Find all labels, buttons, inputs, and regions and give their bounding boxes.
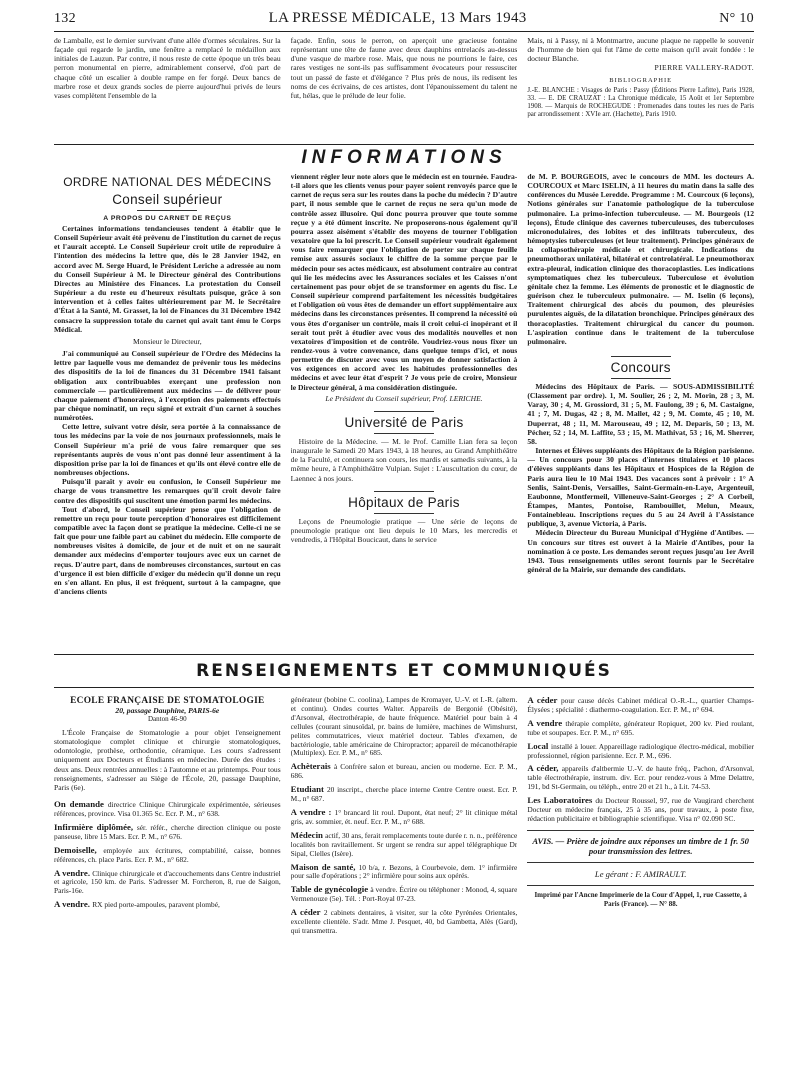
classified-ad [291,696,518,758]
universite-text: Histoire de la Médecine. — M. le Prof. Camille Lian fera sa leçon inaugurale le Samedi 20 Mars 1943, à 18 heures, au Grand Amphithéâtre de la Faculté, et continuera son cours, les mardis et samedis suivants, à la même heure, à l'Amphithéâtre Vulpian. Sujet : L'auscultation du cœur, de Laennec à nos jours. [290,436,518,483]
ad-lead: Achèterais [290,761,335,772]
ad-text: 2 cabinets dentaires, à visiter, sur la côte Pyrénées Orientales, excellente clientèle. S'adr. Mme J. Pesquet, 40, bd Gambetta, Alès (Gard), qui transmettra. [290,908,518,935]
ad-lead: Demoiselle, [54,844,104,855]
ad-text: du Docteur Roussel, 97, rue de Vaugirard cherchent Docteur en médecine français, 25 à 35 ans, pour travaux, à poste fixe, rédaction publicitaire et bibliographie scientifique. Visa n° 02.090 SC. [527,796,754,823]
classified-ad [54,800,281,819]
ordre-heading: ORDRE NATIONAL DES MÉDECINS [63,175,272,189]
universite-heading: Université de Paris [344,414,464,430]
ad-lead: A vendre. [54,867,93,878]
ads-list-2 [291,696,518,936]
ad-text: installé à louer. Appareillage radiologique électro-médical, mobilier professionnel, région parisienne. Ecr. P. M., 696. [527,741,754,760]
ad-text: directrice Clinique Chirurgicale expérimentée, sérieuses références, province. Visa 01.365 Sc. Ecr. P. M., n° 638. [54,800,281,818]
issue-number: N° 10 [719,11,754,26]
ads-column-2 [291,696,518,1061]
ecole-phone: Danton 46-90 [147,715,187,723]
informations-title: INFORMATIONS [54,144,754,170]
avis-notice: AVIS. — Prière de joindre aux réponses un timbre de 1 fr. 50 pour transmission des lettres. [527,830,754,863]
hopitaux-heading: Hôpitaux de Paris [348,494,460,510]
divider [374,411,434,412]
ad-text: générateur (bobine C. coolina), Lampes de Kromayer, U.-V. et I.-R. (altern. et continu). Ondes courtes Walter. Appareils de Bergonié (Obésité), d'Arsonval, électrothérapie, de haute fréquence. Matériel pour bain à 4 cellules (courant sinusoïdal, pr. bains de lumière, machines de Wimshurst, pelites commutatrices, vieux matériel docteur. Tables d'examen, de bactériologie, table américaine de Chiropractor; appareil de mécanothérapie (Multiplex). Ecr. P. M., n° 685. [290,696,518,758]
article-col2: façade. Enfin, sous le perron, on aperçoit une gracieuse fontaine représentant une tête de faune avec deux dauphins entrelacés au-dessus d'une vasque de marbre rose. Mais, que nous ne pourrions le faire, ces rares vestiges ne sont-ils pas suffisamment évocateurs pour ressusciter tout un passé de faste et d'élégance ? Plus près de nous, ils redisent les noms de ces écrivains, de ces artistes, dont l'épanouissement du talent ne fut, hélas, que le prélude de leur folie. [290,36,518,100]
ad-lead: A céder, [527,763,562,774]
ad-text: actif, 30 ans, ferait remplacements toute durée r. n. n., préférence localités bon ravitaillement. Sr urgent se rendra sur appel télégraphique Dr Sipal, Clelles (Isère). [290,830,518,858]
informations-section [54,172,754,646]
letter-paragraph: J'ai communiqué au Conseil supérieur de l'Ordre des Médecins la lettre par laquelle vous me demandez de prévenir tous les médecins des dispositifs de la loi de finances du 31 Décembre 1941 faisant obligation aux contribuables exerçant une profession non commerciale — particulièrement aux médecins — de délivrer pour chaque paiement d'honoraires, à l'exception des paiements effectués par chèque nominatif, un reçu signé et extrait d'un carnet à souches numérotées. [54,349,281,423]
ad-text: 1° brancard lit roul. Dupont, état neuf; 2° lit clinique métal gris, av. sommier, ét. neuf. Ecr. P. M., n° 688. [290,807,518,826]
ecole-heading: ÉCOLE FRANÇAISE DE STOMATOLOGIE [70,696,265,706]
ad-lead: A vendre [527,717,566,728]
ad-lead: A vendre : [290,806,335,817]
divider [137,210,197,211]
classified-ad [54,900,281,910]
ordre-column [54,172,281,646]
ads-list-1 [54,800,281,910]
letter-paragraph: Cette lettre, suivant votre désir, sera portée à la connaissance de tous les médecins par la voie de nos journaux professionnels, mais le Conseil Supérieur m'a prié de vous faire remarquer que ses représentants auprès de vous n'ont pas donné leur assentiment à la disposition prise par la loi de finances et qu'ils ont élevé contre elle de nombreuses objections. [54,422,281,478]
classified-ad [291,831,518,859]
ordre-intro: Certaines informations tendancieuses tendent à établir que le Conseil Supérieur avait été prévenu de l'institution du carnet de reçus et l'aurait accepté. Le Conseil Supérieur croit utile de reproduire à l'intention des médecins la lettre que, dès le 28 Janvier 1942, en accord avec M. Serge Huard, le Président Leriche a adressée au nom du Conseil Supérieur à M. le Directeur général des Contributions Directes au Ministère des Finances. La protestation du Conseil Supérieur a du reste eu d'heureux résultats puisque, grâce à son intervention et à celles faites ultérieurement par M. le Secrétaire d'État à la Santé, M. Grasset, la loi de Finances du 31 Décembre 1942 consacre la suppression totale du carnet qui avait tant ému le Corps Médical. [54,224,281,334]
ad-text: appareils d'altbermie U.-V. de haute fréq., Pachon, d'Arsonval, table électrothérapie, instrum. div. Ecr. pour rendez-vous à Mme Delattre, 191, bd St-Germain, ou téléph., entre 20 et 21 h., à Lit. 74-53. [527,764,754,792]
ad-lead: On demande [54,799,108,810]
ad-lead: Les Laboratoires [527,795,596,806]
renseignements-title: RENSEIGNEMENTS ET COMMUNIQUÉS [54,654,754,688]
ad-lead: Infirmière diplômée, [54,821,137,832]
article-author: PIERRE VALLERY-RADOT. [654,63,754,73]
middle-column [291,172,518,646]
ad-text: Clinique chirurgicale et d'accouchements dans Centre industriel et agricole, 150 km. de Paris. S'adresser M. Forcheron, 8, rue de Saigon, Paris-16e. [54,868,281,896]
ad-lead: A céder [290,907,324,918]
ecole-text: L'École Française de Stomatologie a pour objet l'enseignement stomatologique complet clinique et chirurgie stomatologiques, odontologie, prothèse, orthodontie, céramique. Les cours s'adressent uniquement aux Docteurs et Étudiants en médecine. Durée des études : deux ans. Deux rentrées annuelles : à l'automne et au printemps. Pour tous renseignements, s'adresser au Siège de l'École, 20, passage Dauphine, Paris (6e). [54,728,281,792]
ad-lead: Etudiant [290,784,327,795]
ad-lead: A céder [527,696,561,705]
classified-ad [291,785,518,804]
ad-text: à Confrère salon et bureau, ancien ou moderne. Ecr. P. M., 686. [290,762,518,781]
ad-text: RX pied porte-ampoules, paravent plombé, [92,900,220,910]
classified-ad [54,846,281,865]
ad-lead: Local [527,740,552,751]
bibliography-text: J.-E. BLANCHE : Visages de Paris : Passy (Éditions Pierre Lafitte), Paris 1928, 33. — E. DE CRAUZAT : La Chronique médicale, 15 Août et 1er Septembre 1908. — Marquis de ROCHEGUDE : Promenades dans toutes les rues de Paris par arrondissement : XVIe arr. (Hachette), Paris 1910. [527,86,754,118]
letter-continuation: viennent régler leur note alors que le médecin est en tournée. Faudra-t-il alors que les clients venus pour payer soient renvoyés parce que le carnet de reçus sera sur les routes dans la poche du médecin ? D'autre part, il nous semble que le carnet de reçus ne sera qu'un mode de contrôle assez illusoire. Qui donc pourra prouver que toute somme reçue y a été dûment inscrite. Ne proposerons-nous également qu'il pourra assez aisément s'établir des moyens de tourner l'obligation vexatoire que la loi prescrit. Le Conseil supérieur voudrait également vous faire remarquer que l'obligation de porter sur chaque feuille remise aux assurés sociaux le chiffre de la somme perçue par le médecin pour ses actes médicaux, est absolument contraire au contrat qui lie les médecins avec les Assurances sociales et les Caisses n'ont certainement pas pour objet de se transformer en agents du fisc. Le Conseil supérieur comprend parfaitement les nécessités budgétaires et l'obligation où vous êtes de demander un effort supplémentaire aux médecins dans les circonstances présentes. Il comprend la nécessité où vous êtes d'organiser un contrôle, mais il croit celui-ci inopérant et il serait tout prêt à étudier avec vous des modalités nouvelles et non vexatoires d'imposition et de contrôle. Voudriez-vous nous fixer un rendez-vous à votre convenance, dans quelque temps d'ici, et nous permettre de discuter avec vous un moyen de donner satisfaction à vos exigences en accord avec les habitudes professionnelles des médecins et avec leur état d'esprit ? Je vous prie de croire, Monsieur le Directeur général, à ma considération distinguée. [290,172,518,392]
newspaper-page [54,10,754,1075]
conseil-heading: Conseil supérieur [112,192,223,207]
concours-heading: Concours [610,359,671,375]
ad-text: pour cause décès Cabinet médical O.-R.-L., quartier Champs-Élysées ; spécialité : diathermo-coagulation. Ecr. P. M., n° 694. [527,696,754,714]
ad-lead: Table de gynécologie [290,884,371,895]
divider [611,356,671,357]
ads-list-3 [527,696,754,824]
letter-signature: Le Président du Conseil supérieur, Prof. LERICHE. [325,393,483,403]
classified-ad [527,764,754,792]
letter-paragraph: Tout d'abord, le Conseil supérieur pense que l'obligation de remettre un reçu pour toute perception d'honoraires est difficilement compatible avec la façon dont se pratique la médecine. Celle-ci ne se fait que pour une faible part au cabinet du médecin. Elle comporte de nombreuses visites à domicile, de jour et de nuit et on ne saurait demander aux médecins d'emporter toujours avec eux un carnet de reçus. D'autre part, dans de nombreuses circonstances, surtout en cas d'urgence il est bien difficile d'exiger du médecin qu'il donne un reçu en s'en allant. En plus, il est fréquent, surtout à la campagne, que d'anciens clients [54,504,281,597]
divider [611,378,671,379]
article-col1: de Lamballe, est le dernier survivant d'une allée d'ormes séculaires. Sur la façade qui regarde le jardin, une fenêtre a remplacé le médaillon aux initiales de Lauzun. Par contre, il nous reste de cette époque un très beau perron monumental en pierre, admirablement conservé, d'où part de chaque côté un escalier à double rampe en fer forgé. Deux bancs de marbre rose et deux grands socles de pierre aujourd'hui privés de leurs vases complètent l'ensemble de la [54,36,281,100]
classified-ad [291,885,518,904]
ad-lead: Médecin [290,829,326,840]
classified-ad [527,742,754,761]
classified-ad [527,796,754,824]
concours-medecins: Médecins des Hôpitaux de Paris. — SOUS-ADMISSIBILITÉ (Classement par ordre). 1, M. Soulier, 26 ; 2, M. Morin, 28 ; 3, M. Varay, 30 ; 4, M. Grossiord, 31 ; 5, M. Faulong, 39 ; 6, M. Castaigne, 41 ; 7, M. Dugas, 42 ; 8, M. Mallet, 42 ; 9, M. Comte, 45 ; 10, M. Duperrat, 48 ; 11, M. Marouseau, 49 ; 12, M. Deparis, 50 ; 13, M. Pécher, 52 ; 14, M. Laffite, 53 ; 15, M. Mathivat, 53 ; 16, M. Sherrer, 58. [527,381,754,446]
classified-ad [527,696,754,715]
article-continuation [54,36,754,138]
ad-text: à vendre. Écrire ou téléphoner : Monod, 4, square Vermenouze (5e). Tél. : Port-Royal 07-23. [290,885,518,904]
divider [374,491,434,492]
divider [374,433,434,434]
journal-title: LA PRESSE MÉDICALE, 13 Mars 1943 [268,10,527,26]
ad-text: thérapie complète, générateur Ropiquet, 200 kv. Pied roulant, tube et soupapes. Ecr. P. M., n° 695. [527,718,754,737]
gerant-line: Le gérant : F. AMIRAULT. [594,868,687,879]
concours-antibes: Médecin Directeur du Bureau Municipal d'Hygiène d'Antibes. — Un concours sur titres est ouvert à la Mairie d'Antibes, pour la nomination à ce poste. Les demandes seront reçues jusqu'au 1er Avril 1943. Tous renseignements utiles seront fournis par le Secrétaire général de la Mairie, sur demande des candidats. [527,528,754,575]
salutation: Monsieur le Directeur, [133,336,202,346]
imprint-line: Imprimé par l'Ancne Imprimerie de la Cour d'Appel, 1, rue Cassette, à Paris (France). — N° 88. [527,885,754,909]
ad-text: 10 b/a, r. Bezons, à Courbevoie, dem. 1° infirmière pour salle d'opérations ; 2° infirmière pour soins aux opérés. [290,862,518,881]
classified-ad [291,762,518,781]
ad-lead: Maison de santé, [290,861,359,872]
right-column [527,172,754,646]
classified-ad [527,719,754,738]
classified-ad [291,808,518,827]
concours-internes: Internes et Élèves suppléants des Hôpitaux de la Région parisienne. — Un concours pour 30 places d'internes titulaires et 10 places d'élèves suppléants dans les Hôpitaux et Hospices de la Région de Paris aura lieu le 10 Mai 1943. Des vacances sont à prévoir : 1° A Senlis, Saint-Denis, Versailles, Saint-Germain-en-Laye, Argenteuil, Eaubonne, Montfermeil, Villeneuve-Saint-Georges ; 2° A Corbeil, Étampes, Mantes, Pontoise, Rambouillet, Melun, Meaux, Fontainebleau. Inscriptions reçues du 5 au 24 Avril à l'Assistance publique, 3, avenue Victoria, à Paris. [527,446,754,529]
running-head [54,10,754,32]
ads-column-1 [54,696,281,1061]
classified-ad [291,908,518,936]
letter-paragraph: Puisqu'il paraît y avoir eu confusion, le Conseil Supérieur me charge de vous transmettre les remarques qu'il croit devoir faire contre des dispositifs qui suscitent une émotion parmi les médecins. [54,477,281,505]
ad-lead: A vendre. [54,899,93,910]
bibliography-heading: BIBLIOGRAPHIE [609,76,673,84]
ads-column-3 [527,696,754,1061]
carnet-heading: A PROPOS DU CARNET DE REÇUS [103,215,232,222]
ad-text: sér. référ., cherche direction clinique ou poste panseuse, libre 15 Mars. Ecr. P. M., n° 676. [54,822,281,841]
article-col3: Mais, ni à Passy, ni à Montmartre, aucune plaque ne rappelle le souvenir de l'homme de bien qui fut l'âme de cette maison qu'il avait fondée : le docteur Blanche. [527,36,754,64]
classified-ad [291,863,518,882]
ad-text: employée aux écritures, comptabilité, caisse, bonnes références, ch. place Paris. Ecr. P. M., n° 682. [54,845,281,864]
hopitaux-text: Leçons de Pneumologie pratique — Une série de leçons de pneumologie pratique ont lieu depuis le 10 Mars, les mercredis et vendredis, à l'Hôpital Boucicaut, dans le service [290,516,518,544]
classified-ad [54,869,281,897]
page-number: 132 [54,11,76,26]
ad-text: 20 inscript., cherche place interne Centre Centre ouest. Ecr. P. M., n° 687. [290,785,518,804]
pneumologie-continuation: de M. P. BOURGEOIS, avec le concours de MM. les docteurs A. COURCOUX et Marc ISELIN, à 11 heures du matin dans la salle des conférences du Musée Leredde. Programme : M. Courcoux (6 leçons), Notions générales sur l'anatomie pathologique de la tuberculose pulmonaire. La primo-infection tuberculeuse. — M. Bourgeois (12 leçons), Étude clinique des cavernes tuberculeuses, des tuberculoses micronodulaires, des lobites et des infiltrats tuberculeux, des hémoptysies tuberculeuses (et leur traitement). Principes généraux de la collapsothérapie médicale et chirurgicale. Indications du pneumothorax unilatéral, bilatéral et controlatéral. Le pneumothorax extra-pleural, indication clinique des thoracoplasties. Les indications symptomatiques chez les tuberculeux. Tuberculose et évolution génitale chez la femme. Les éléments de pronostic et le diagnostic de guérison chez le tuberculeux pulmonaire. — M. Iselin (6 leçons), Traitement chirurgical des abcès du poumon, des pleurésies purulentes aiguës, de la dilatation bronchique. Principes généraux des thoracoplasties. Traitement chirurgical du cancer du poumon. L'aspiration continue dans le traitement de la tuberculose pulmonaire. [527,172,754,346]
ecole-address: 20, passage Dauphine, PARIS-6e [115,706,220,715]
divider [374,513,434,514]
classified-ad [54,823,281,842]
classified-ads [54,696,754,1061]
